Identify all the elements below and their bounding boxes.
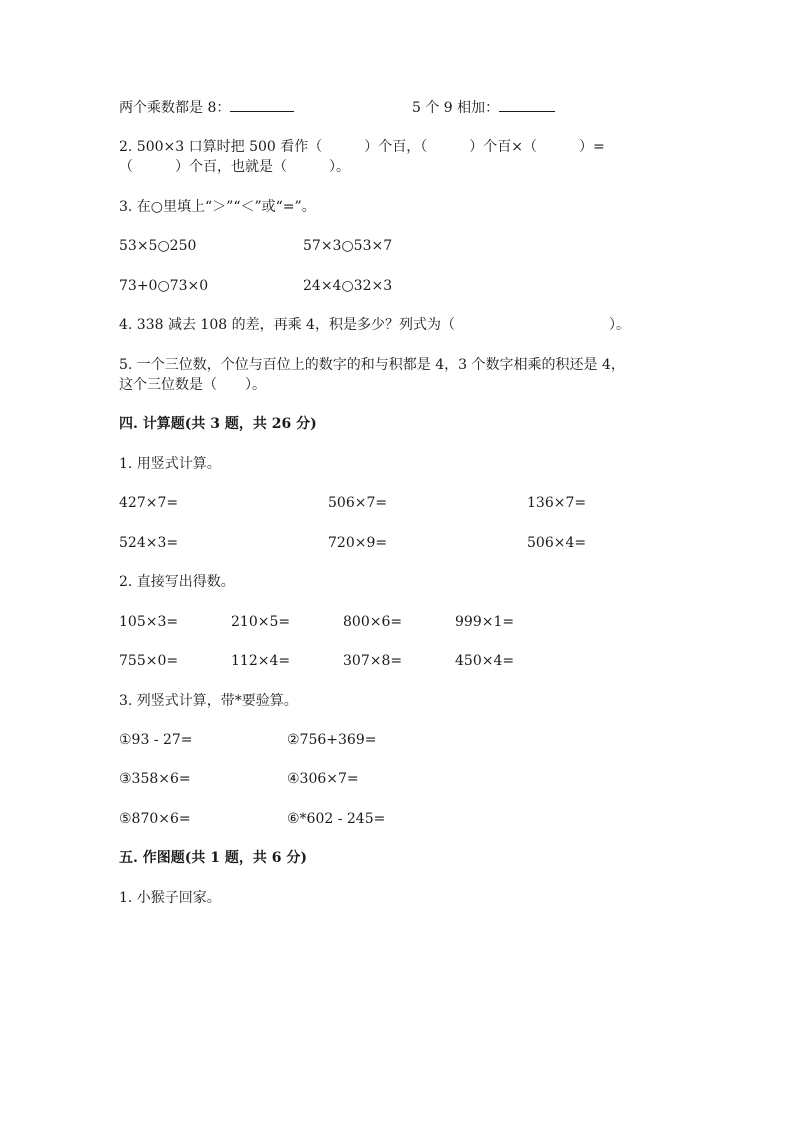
vertical-check-item: ③358×6= [119, 771, 191, 787]
answer-blank-a[interactable] [230, 97, 294, 112]
vertical-calc-item: 720×9= [328, 535, 388, 551]
question-4: 4. 338 减去 108 的差，再乘 4，积是多少？列式为（ ）。 [119, 317, 630, 333]
compare-item: 24×4○32×3 [303, 278, 393, 294]
s4-question-3-title: 3. 列竖式计算，带*要验算。 [119, 693, 298, 709]
compare-item: 73+0○73×0 [119, 278, 209, 294]
question-2-line-1: 2. 500×3 口算时把 500 看作（ ）个百，（ ）个百×（ ）= [119, 139, 605, 155]
s4-question-2-title: 2. 直接写出得数。 [119, 574, 235, 590]
mental-calc-item: 112×4= [231, 653, 291, 669]
s4-question-1-title: 1. 用竖式计算。 [119, 456, 221, 472]
compare-item: 57×3○53×7 [303, 238, 393, 254]
answer-blank-b[interactable] [499, 97, 555, 112]
mental-calc-item: 800×6= [343, 614, 403, 630]
s5-question-1-title: 1. 小猴子回家。 [119, 890, 221, 906]
vertical-check-item: ④306×7= [287, 771, 359, 787]
fill-blank-row [119, 97, 294, 118]
mental-calc-item: 210×5= [231, 614, 291, 630]
vertical-calc-item: 506×4= [527, 535, 587, 551]
vertical-check-item: ⑥*602 - 245= [287, 811, 386, 827]
question-2-line-2: （ ）个百，也就是（ ）。 [119, 159, 350, 175]
section-5-title: 五. 作图题(共 1 题，共 6 分) [119, 850, 307, 866]
vertical-calc-item: 427×7= [119, 495, 179, 511]
vertical-calc-item: 506×7= [328, 495, 388, 511]
fill-label-b: 5 个 9 相加： [412, 100, 500, 116]
question-5-line-2: 这个三位数是（ ）。 [119, 377, 266, 393]
mental-calc-item: 307×8= [343, 653, 403, 669]
vertical-check-item: ①93 - 27= [119, 732, 193, 748]
fill-blank-row-b [412, 97, 555, 118]
compare-item: 53×5○250 [119, 238, 197, 254]
question-3-title: 3. 在○里填上“＞”“＜”或“=”。 [119, 199, 316, 215]
vertical-check-item: ⑤870×6= [119, 811, 191, 827]
mental-calc-item: 450×4= [455, 653, 515, 669]
fill-label-a: 两个乘数都是 8： [119, 100, 231, 116]
mental-calc-item: 755×0= [119, 653, 179, 669]
vertical-calc-item: 524×3= [119, 535, 179, 551]
mental-calc-item: 105×3= [119, 614, 179, 630]
vertical-check-item: ②756+369= [287, 732, 377, 748]
question-5-line-1: 5. 一个三位数，个位与百位上的数字的和与积都是 4，3 个数字相乘的积还是 4， [119, 357, 625, 373]
section-4-title: 四. 计算题(共 3 题，共 26 分) [119, 416, 317, 432]
mental-calc-item: 999×1= [455, 614, 515, 630]
vertical-calc-item: 136×7= [527, 495, 587, 511]
